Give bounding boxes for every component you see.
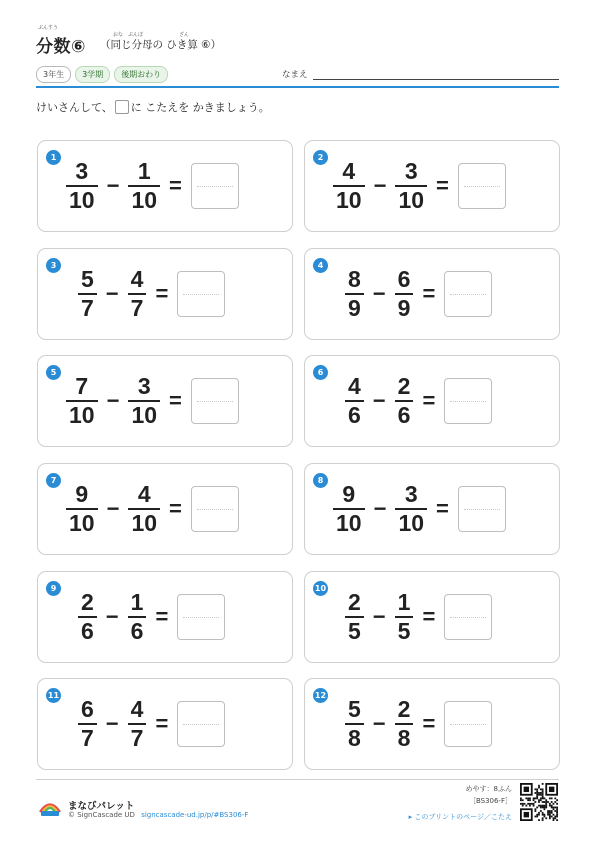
header-divider: [36, 86, 559, 88]
problem-card: [37, 678, 293, 770]
instruction: [36, 99, 270, 115]
minuend-numerator: 5: [348, 696, 361, 722]
minuend-fraction: [66, 483, 98, 535]
subtrahend-numerator: 4: [130, 266, 144, 292]
subtraction-expression: [78, 695, 225, 753]
instruction-box-icon: [115, 100, 129, 114]
tag-period: 後期おわり: [114, 66, 168, 83]
subtrahend-denominator: 10: [131, 402, 158, 428]
footer-divider: [36, 779, 559, 780]
minuend-fraction: [345, 375, 364, 427]
answer-box[interactable]: [458, 163, 506, 209]
minuend-fraction: [66, 375, 98, 427]
subtrahend-denominator: 7: [130, 295, 144, 321]
subtrahend-numerator: 6: [397, 266, 411, 292]
equals-sign: =: [436, 496, 449, 521]
subtrahend-fraction: [395, 698, 414, 750]
minuend-denominator: 10: [336, 510, 362, 536]
subtraction-expression: [345, 372, 492, 430]
worksheet-title: 分数⑥: [36, 37, 86, 57]
subtraction-expression: [78, 265, 225, 323]
equals-sign: =: [169, 496, 182, 521]
palette-logo-icon: [37, 796, 63, 818]
subtrahend-numerator: 2: [397, 373, 411, 399]
subtrahend-numerator: 1: [130, 589, 144, 615]
problem-number-badge: [313, 473, 328, 488]
tag-grade: 3年生: [36, 66, 71, 83]
minuend-numerator: 4: [348, 373, 361, 399]
problem-number: 8: [317, 476, 324, 485]
subtrahend-denominator: 7: [130, 725, 144, 751]
subtrahend-numerator: 1: [397, 589, 411, 615]
worksheet-subtitle: （同じ分母の ひき算 ⑥）: [100, 39, 222, 51]
problem-number-badge: [46, 150, 61, 165]
title-ruby: ぶんすう: [38, 25, 59, 31]
answer-box[interactable]: [444, 594, 492, 640]
answer-box[interactable]: [177, 594, 225, 640]
worksheet-header: [36, 25, 560, 58]
subtrahend-fraction: [395, 160, 427, 212]
name-label: なまえ: [282, 70, 308, 80]
minuend-numerator: 4: [342, 158, 356, 184]
copyright: [68, 811, 248, 819]
problem-number-badge: [46, 258, 61, 273]
minuend-numerator: 7: [75, 373, 89, 399]
minuend-denominator: 10: [69, 510, 95, 536]
minuend-numerator: 9: [342, 481, 356, 507]
equals-sign: =: [422, 711, 436, 736]
minus-sign: −: [106, 388, 120, 413]
problem-card: [37, 355, 293, 447]
subtrahend-numerator: 1: [137, 158, 151, 184]
subtrahend-numerator: 3: [404, 481, 418, 507]
minuend-denominator: 10: [69, 402, 95, 428]
subtrahend-fraction: [395, 375, 414, 427]
minus-sign: −: [372, 388, 386, 413]
site-link[interactable]: signcascade-ud.jp/p/#BS306-F: [141, 811, 249, 819]
minuend-denominator: 10: [69, 187, 95, 213]
problem-number: 12: [314, 691, 327, 700]
subtrahend-numerator: 4: [130, 696, 144, 722]
minuend-denominator: 6: [81, 618, 94, 644]
problem-number: 3: [50, 261, 57, 270]
subtrahend-fraction: [128, 483, 160, 535]
problem-card: [37, 140, 293, 232]
problem-number: 4: [317, 261, 324, 270]
equals-sign: =: [436, 173, 449, 198]
minus-sign: −: [105, 711, 119, 736]
problem-number: 5: [50, 368, 57, 377]
minuend-denominator: 8: [348, 725, 361, 751]
subtraction-expression: [333, 157, 506, 215]
problem-number: 6: [317, 368, 324, 377]
subtraction-expression: [345, 588, 492, 646]
problem-card: [304, 140, 560, 232]
problem-card: [304, 678, 560, 770]
subtrahend-fraction: [395, 483, 427, 535]
subtrahend-fraction: [128, 698, 147, 750]
subtrahend-denominator: 5: [397, 618, 411, 644]
minuend-fraction: [333, 483, 365, 535]
minuend-denominator: 7: [81, 725, 94, 751]
answer-box[interactable]: [177, 701, 225, 747]
tag-term: 3学期: [75, 66, 110, 83]
time-estimate: めやす：8ふん: [465, 785, 512, 793]
minus-sign: −: [105, 281, 119, 306]
minuend-fraction: [345, 698, 364, 750]
minuend-numerator: 9: [75, 481, 89, 507]
subtraction-expression: [66, 157, 239, 215]
answer-box[interactable]: [191, 163, 239, 209]
problem-number-badge: [46, 365, 61, 380]
answer-box[interactable]: [444, 271, 492, 317]
equals-sign: =: [155, 604, 169, 629]
answer-page-link[interactable]: ▸ このプリントのページ／こたえ: [408, 813, 512, 821]
minuend-fraction: [345, 268, 364, 320]
subtraction-expression: [66, 480, 239, 538]
subtrahend-denominator: 8: [397, 725, 411, 751]
problem-number-badge: [313, 688, 328, 703]
subtrahend-numerator: 4: [137, 481, 151, 507]
subtrahend-denominator: 10: [131, 510, 158, 536]
answer-box[interactable]: [444, 378, 492, 424]
equals-sign: =: [422, 281, 436, 306]
minus-sign: −: [372, 711, 386, 736]
minus-sign: −: [106, 496, 120, 521]
equals-sign: =: [422, 388, 436, 413]
subtrahend-numerator: 3: [404, 158, 418, 184]
equals-sign: =: [169, 388, 182, 413]
problem-card: [304, 248, 560, 340]
minuend-denominator: 9: [348, 295, 361, 321]
subtrahend-denominator: 6: [130, 618, 144, 644]
minuend-denominator: 10: [336, 187, 362, 213]
subtraction-expression: [66, 372, 239, 430]
problem-number-badge: [46, 581, 61, 596]
subtrahend-denominator: 6: [397, 402, 411, 428]
ruby-onaji: おな: [113, 32, 124, 38]
problem-number: 1: [50, 153, 57, 162]
qr-code-icon[interactable]: [520, 783, 558, 821]
minuend-numerator: 2: [81, 589, 94, 615]
ruby-zan: ざん: [179, 32, 190, 38]
subtrahend-fraction: [128, 591, 147, 643]
problem-number-badge: [313, 150, 328, 165]
minuend-fraction: [333, 160, 365, 212]
problem-number: 7: [50, 476, 57, 485]
copyright-text: © SignCascade UD: [68, 811, 135, 819]
subtraction-expression: [345, 695, 492, 753]
answer-box[interactable]: [177, 271, 225, 317]
minuend-denominator: 7: [81, 295, 94, 321]
subtrahend-denominator: 10: [131, 187, 158, 213]
equals-sign: =: [169, 173, 182, 198]
minus-sign: −: [105, 604, 119, 629]
problem-number-badge: [313, 581, 328, 596]
subtraction-expression: [78, 588, 225, 646]
minus-sign: −: [372, 281, 386, 306]
minuend-numerator: 2: [348, 589, 361, 615]
problem-number: 11: [47, 691, 60, 700]
ruby-bunbo: ぶんぼ: [128, 32, 144, 38]
instruction-text-after: に こたえを かきましょう。: [130, 101, 270, 114]
problem-card: [37, 571, 293, 663]
subtrahend-fraction: [128, 268, 147, 320]
subtrahend-denominator: 9: [397, 295, 411, 321]
subtraction-expression: [333, 480, 506, 538]
level-tags: [36, 66, 168, 83]
problem-card: [304, 355, 560, 447]
minuend-fraction: [78, 698, 97, 750]
minuend-numerator: 3: [75, 158, 89, 184]
name-write-line[interactable]: [313, 79, 559, 80]
problem-card: [304, 463, 560, 555]
minuend-fraction: [78, 268, 97, 320]
minuend-numerator: 8: [348, 266, 361, 292]
subtrahend-denominator: 10: [398, 510, 425, 536]
answer-box[interactable]: [191, 486, 239, 532]
problem-card: [37, 248, 293, 340]
subtraction-expression: [345, 265, 492, 323]
problem-number-badge: [313, 365, 328, 380]
minuend-denominator: 5: [348, 618, 361, 644]
answer-box[interactable]: [444, 701, 492, 747]
subtrahend-numerator: 3: [137, 373, 151, 399]
problem-card: [304, 571, 560, 663]
subtrahend-fraction: [395, 268, 414, 320]
problem-number: 9: [50, 584, 57, 593]
minus-sign: −: [372, 604, 386, 629]
subtrahend-denominator: 10: [398, 187, 425, 213]
equals-sign: =: [155, 281, 169, 306]
problem-number-badge: [46, 688, 61, 703]
worksheet-code: ［BS306-F］: [468, 797, 512, 805]
minuend-fraction: [66, 160, 98, 212]
minus-sign: −: [106, 173, 120, 198]
instruction-text-before: けいさんして、: [36, 101, 113, 114]
equals-sign: =: [155, 711, 169, 736]
equals-sign: =: [422, 604, 436, 629]
subtrahend-fraction: [128, 375, 160, 427]
problem-number: 2: [317, 153, 324, 162]
minuend-fraction: [78, 591, 97, 643]
minuend-numerator: 5: [81, 266, 94, 292]
answer-box[interactable]: [458, 486, 506, 532]
answer-box[interactable]: [191, 378, 239, 424]
problem-number: 10: [314, 584, 327, 593]
problem-number-badge: [46, 473, 61, 488]
problem-card: [37, 463, 293, 555]
subtrahend-fraction: [128, 160, 160, 212]
minus-sign: −: [373, 496, 387, 521]
problem-number-badge: [313, 258, 328, 273]
minus-sign: −: [373, 173, 387, 198]
minuend-fraction: [345, 591, 364, 643]
brand-name: まなびパレット: [68, 801, 135, 812]
subtrahend-numerator: 2: [397, 696, 411, 722]
minuend-numerator: 6: [81, 696, 94, 722]
minuend-denominator: 6: [348, 402, 361, 428]
subtrahend-fraction: [395, 591, 414, 643]
